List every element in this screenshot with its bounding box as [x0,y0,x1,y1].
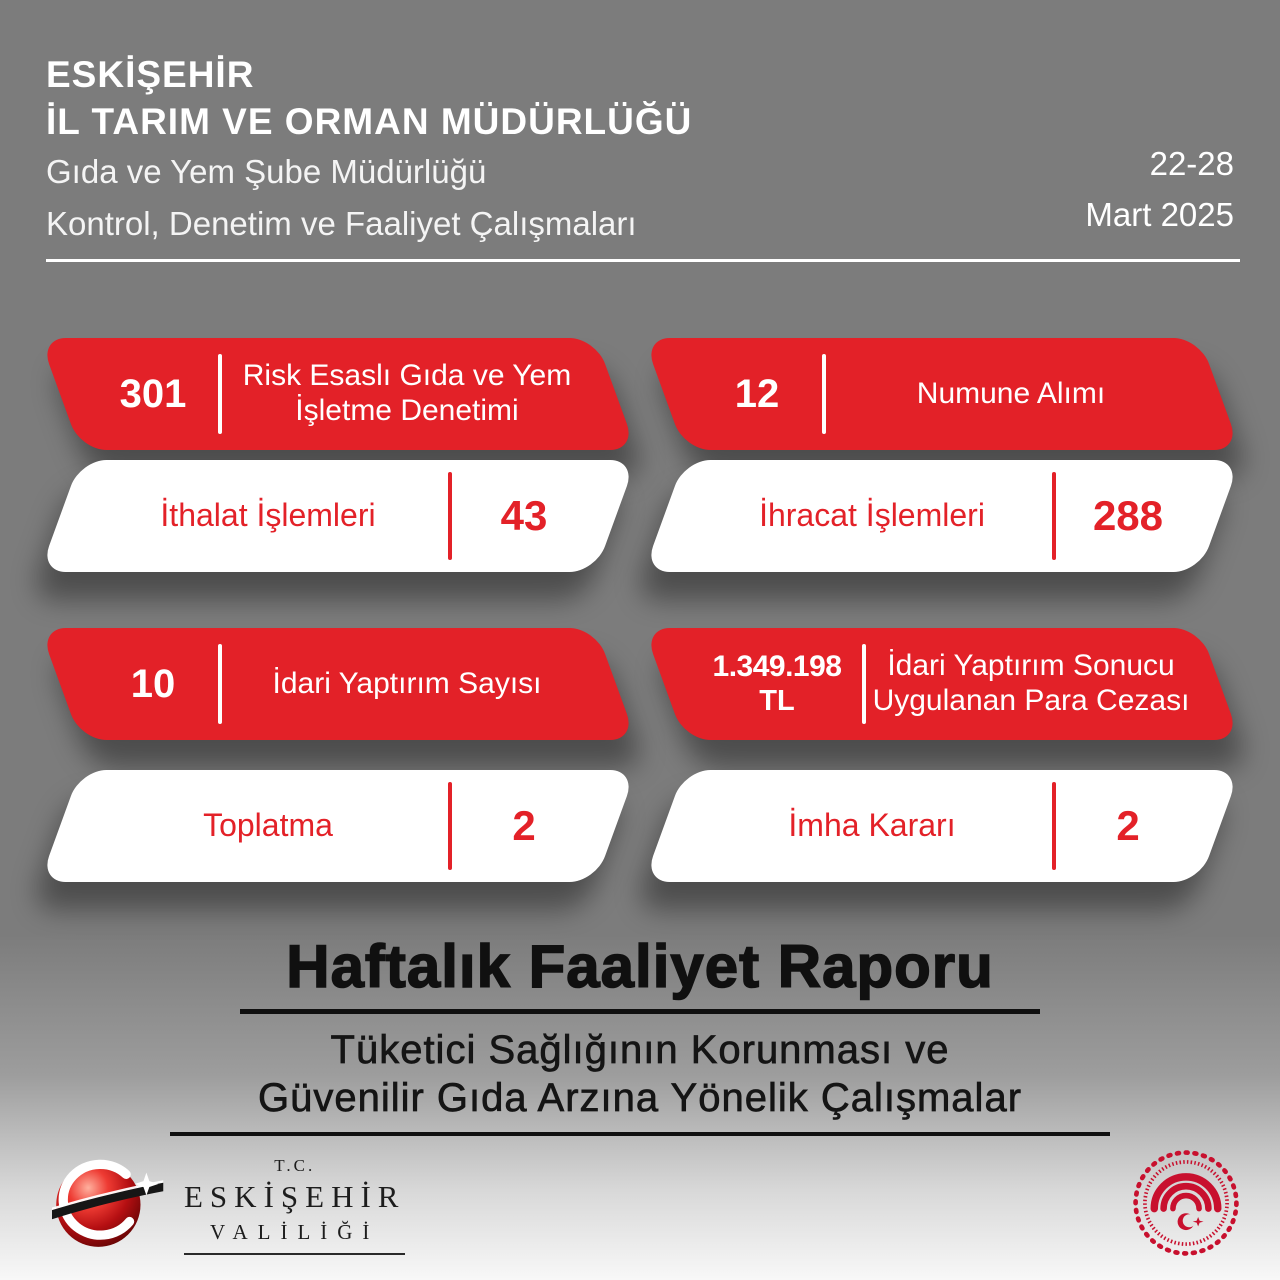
org-subtitle-line2: Kontrol, Denetim ve Faaliyet Çalışmaları [46,204,637,242]
report-title-underline [240,1009,1040,1014]
stat-value-box [94,374,212,414]
org-title-line2: İL TARIM VE ORMAN MÜDÜRLÜĞÜ [46,100,693,142]
card-divider-line [448,472,452,560]
card-divider-line [448,782,452,870]
report-title-block [0,932,1280,1136]
valilik-tc: T.C. [274,1156,316,1175]
card-divider-line [862,644,866,724]
stat-value: 301 [119,372,187,416]
stat-value-box [458,492,590,539]
card-divider-line [218,644,222,724]
stat-value: 43 [500,492,548,539]
red-globe-swoosh-icon [52,1145,170,1266]
stat-card-toplatma [40,770,637,882]
org-subtitle-line1: Gıda ve Yem Şube Müdürlüğü [46,153,487,191]
stat-value: 1.349.198 [712,650,842,683]
date-days: 22-28 [1149,145,1234,182]
stats-row-4 [60,770,1220,882]
valilik-office-underline [184,1215,405,1255]
stats-row-2 [60,460,1220,572]
header-divider [46,259,1240,262]
card-divider-line [1052,472,1056,560]
card-divider-line [822,354,826,434]
card-divider-line [218,354,222,434]
stat-card-idari-yaptirim-sayisi [40,628,637,740]
stat-label: Toplatma [203,807,333,844]
valilik-office: VALİLİĞİ [210,1220,380,1244]
report-subtitle-line2: Güvenilir Gıda Arzına Yönelik Çalışmalar [257,1076,1023,1120]
stat-card-ithalat-islemleri [40,460,637,572]
stat-label: İmha Kararı [788,807,956,844]
stat-label: İdari Yaptırım Sonucu Uygulanan Para Cezası [872,649,1190,717]
stat-card-ihracat-islemleri [644,460,1241,572]
stat-label: Risk Esaslı Gıda ve Yem İşletme Denetimi [242,359,572,427]
date-range [1085,138,1234,248]
stats-row-1 [60,338,1220,450]
stat-card-imha-karari [644,770,1241,882]
stat-value: 2 [1116,802,1140,849]
stat-value-box [698,374,816,414]
stat-unit: TL [759,685,795,717]
report-subtitle-underline [170,1132,1110,1136]
stat-value: 2 [512,802,536,849]
header-titles [46,52,692,248]
stat-value: 12 [734,372,780,416]
header [46,52,1234,248]
card-divider-line [1052,782,1056,870]
stat-label: Numune Alımı [916,376,1106,410]
stat-value-box [1062,802,1194,849]
stat-label: İdari Yaptırım Sayısı [272,666,542,700]
stat-value: 10 [130,662,176,706]
stat-label: İthalat İşlemleri [160,497,376,534]
stat-value: 288 [1092,492,1164,539]
stat-label: İhracat İşlemleri [759,497,985,534]
stats-row-3 [60,628,1220,740]
footer [52,1145,1242,1266]
report-subtitle-line1: Tüketici Sağlığının Korunması ve [330,1028,950,1072]
date-month-year: Mart 2025 [1085,196,1234,234]
stat-card-numune-alimi [644,338,1241,450]
eskisehir-valiligi-logo [52,1145,405,1266]
stat-card-para-cezasi [644,628,1241,740]
stat-value-box [1062,492,1194,539]
stat-value-box [698,652,856,716]
report-title: Haftalık Faaliyet Raporu [286,933,994,1000]
valilik-text [184,1156,405,1255]
stat-card-risk-denetimi [40,338,637,450]
org-title-line1: ESKİŞEHİR [46,54,255,95]
valilik-city: ESKİŞEHİR [184,1179,406,1214]
stat-value-box [94,664,212,704]
tarim-ve-orman-bakanligi-emblem-icon [1130,1147,1242,1264]
stats-grid [60,338,1220,882]
stat-value-box [458,802,590,849]
